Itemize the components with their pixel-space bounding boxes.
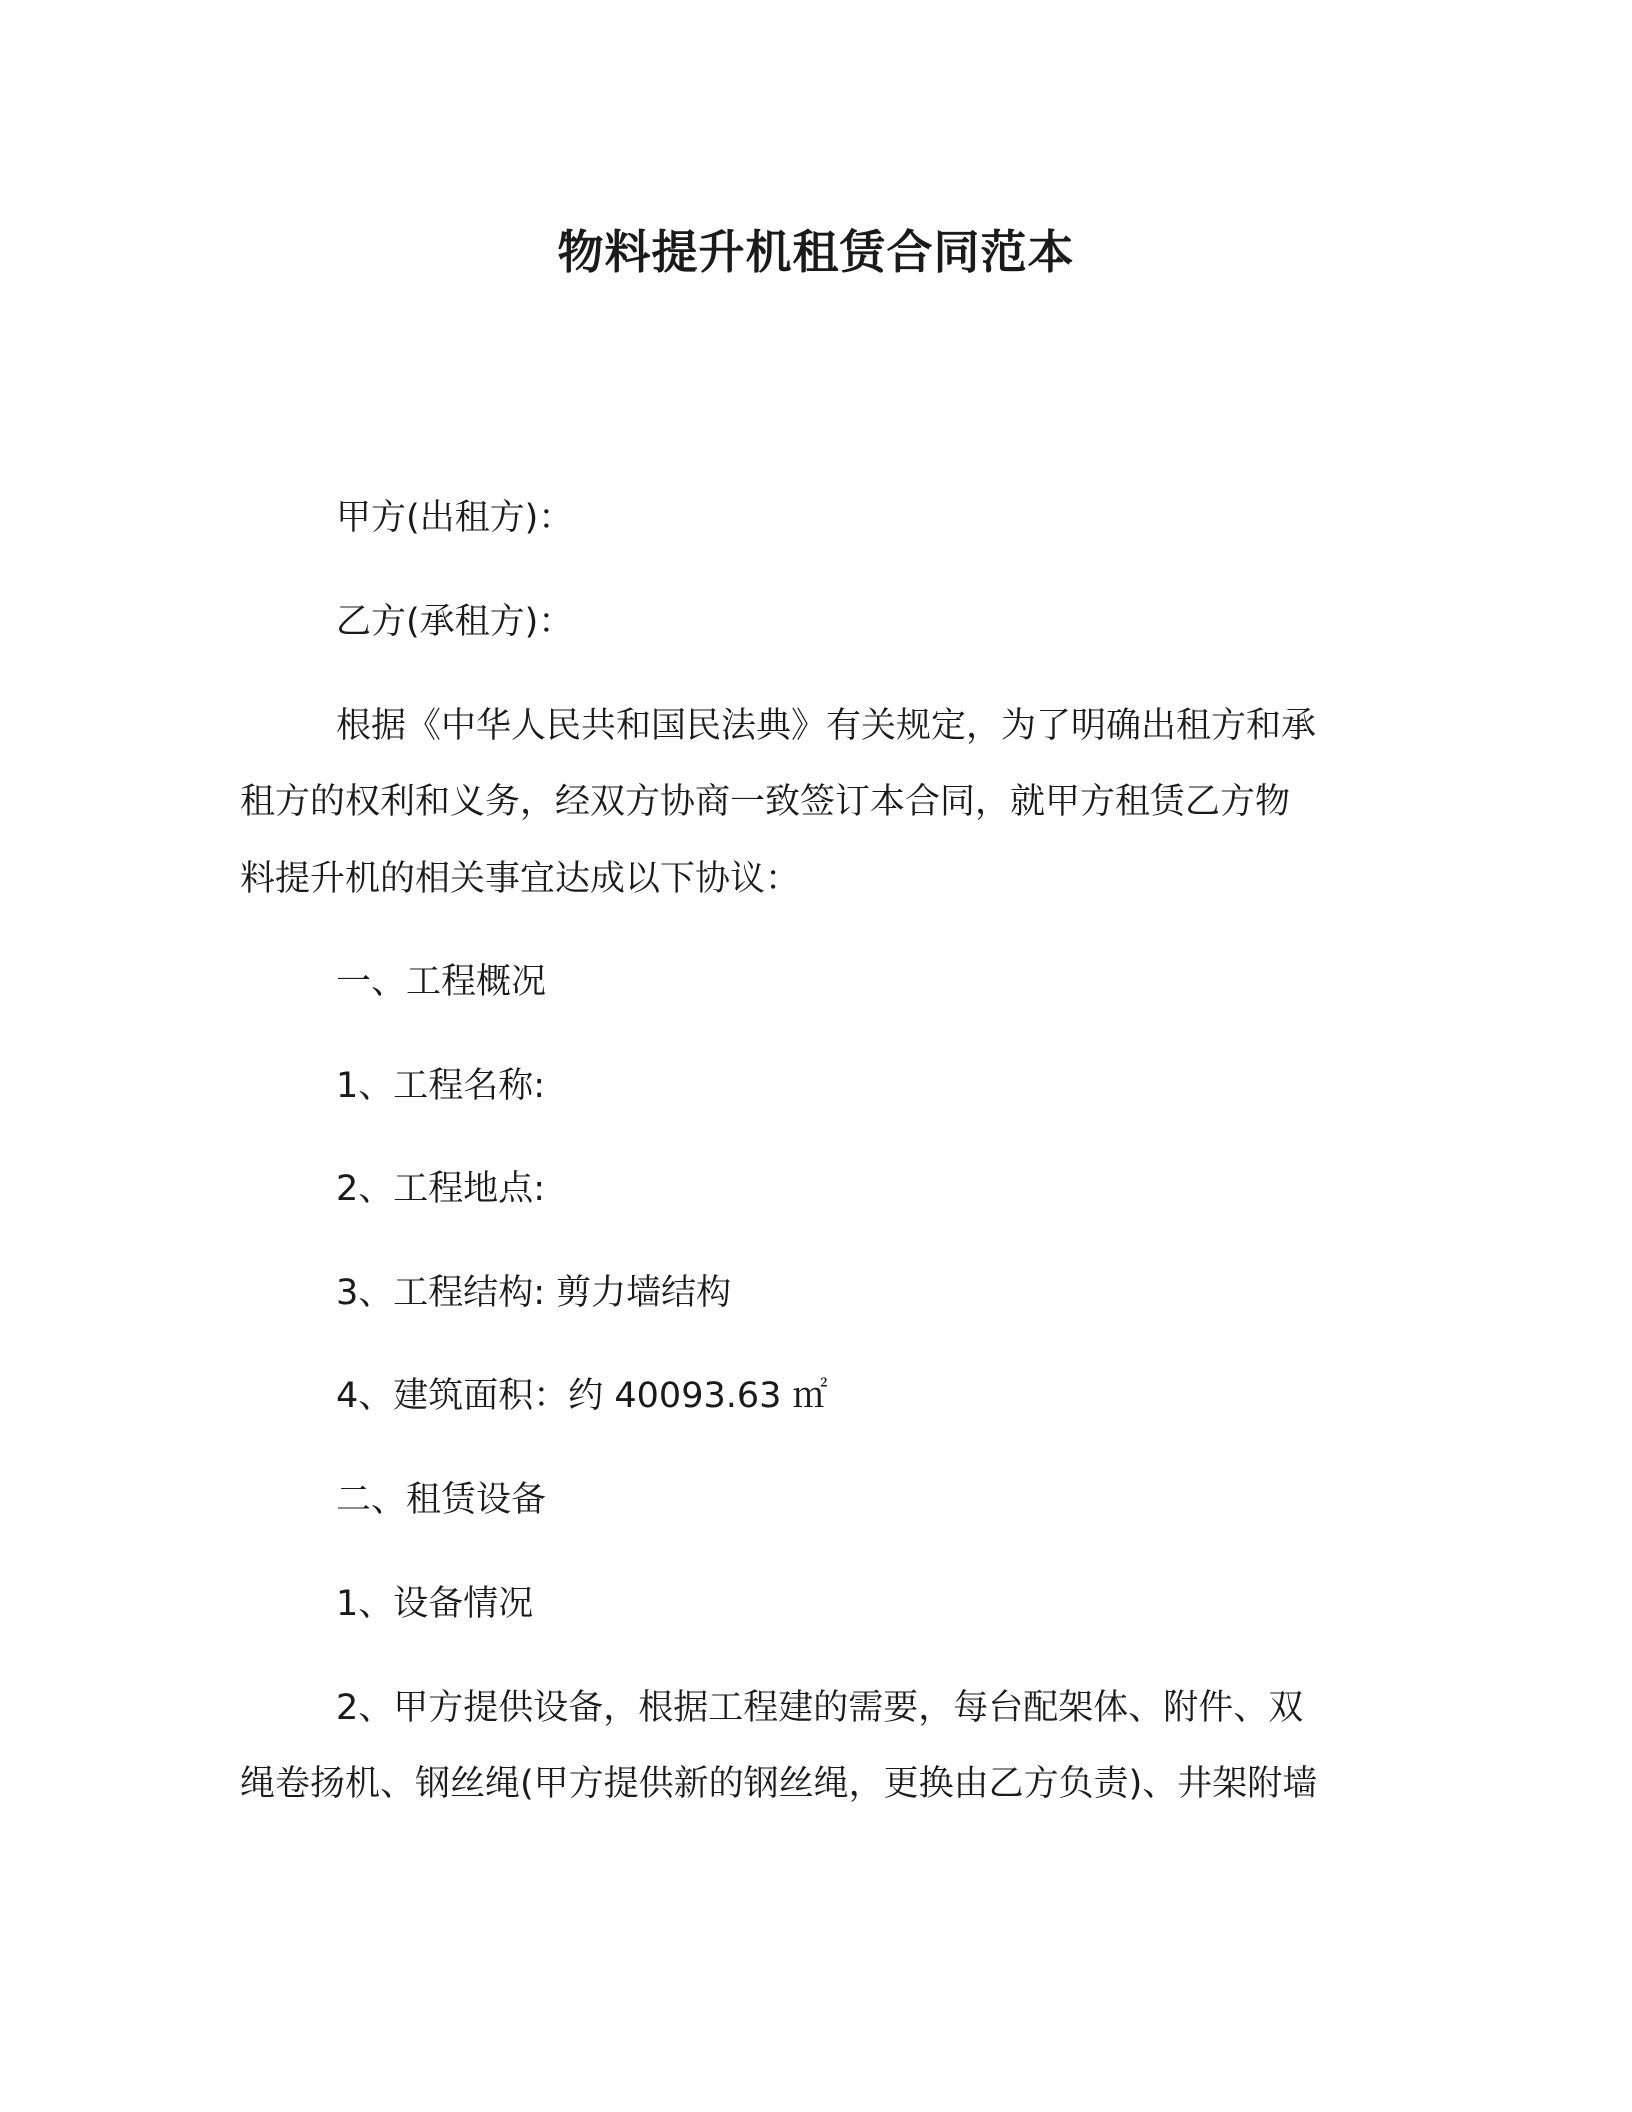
section-1-item-4: 4、建筑面积：约 40093.63 ㎡ xyxy=(336,1376,828,1416)
party-a-line: 甲方(出租方)： xyxy=(336,498,574,538)
intro-line-2: 租方的权利和义务，经双方协商一致签订本合同，就甲方租赁乙方物 xyxy=(240,782,1291,822)
section-2-item-1: 1、设备情况 xyxy=(336,1584,534,1624)
document-title: 物料提升机租赁合同范本 xyxy=(557,225,1075,279)
section-1-item-1: 1、工程名称: xyxy=(336,1066,546,1106)
section-1-item-3: 3、工程结构: 剪力墙结构 xyxy=(336,1273,732,1313)
section-2-item-2-line-1: 2、甲方提供设备，根据工程建的需要，每台配架体、附件、双 xyxy=(336,1688,1304,1728)
intro-line-3: 料提升机的相关事宜达成以下协议： xyxy=(240,859,801,899)
section-1-item-2: 2、工程地点: xyxy=(336,1169,546,1209)
section-1-heading: 一、工程概况 xyxy=(336,962,547,1002)
section-2-heading: 二、租赁设备 xyxy=(336,1480,547,1520)
intro-line-1: 根据《中华人民共和国民法典》有关规定，为了明确出租方和承 xyxy=(336,706,1317,746)
party-b-line: 乙方(承租方)： xyxy=(336,602,574,642)
section-2-item-2-line-2: 绳卷扬机、钢丝绳(甲方提供新的钢丝绳，更换由乙方负责)、井架附墙 xyxy=(240,1764,1318,1804)
